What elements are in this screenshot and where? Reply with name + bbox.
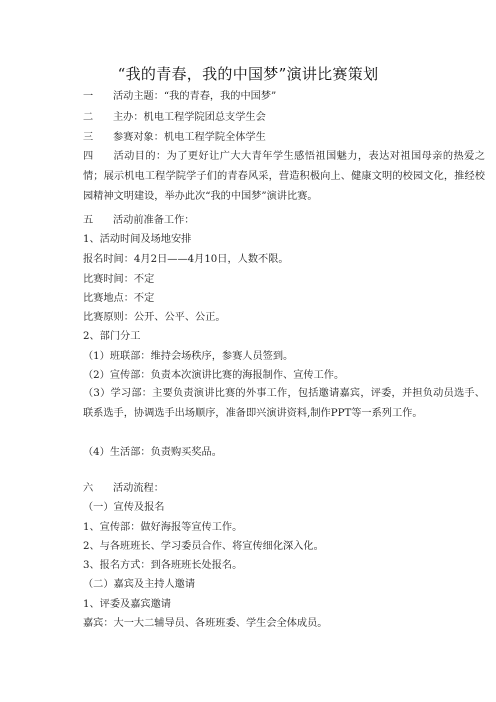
item-purpose [83,147,485,207]
item-number: 一 [83,91,94,102]
subheading-time-venue: 1、活动时间及场地安排 [83,234,192,245]
item-number: 四 [83,151,94,162]
item-participants [83,131,266,145]
signup-time: 报名时间：4月2日——4月10日，人数不限。 [83,254,289,265]
item-text: 活动主题：“我的青春，我的中国梦” [113,91,277,102]
match-rule: 比赛原则：公开、公平、公正。 [83,312,226,323]
item-number: 三 [83,132,94,143]
subheading-division: 2、部门分工 [83,331,141,342]
item-preparation [83,214,195,228]
flow-step-1: 1、宣传部：做好海报等宣传工作。 [83,522,243,533]
document-title: “我的青春，我的中国梦”演讲比赛策划 [117,65,379,83]
dept-life: （4）生活部：负责购买奖品。 [83,447,222,458]
flow-step-2: 2、与各班班长、学习委员合作、将宣传细化深入化。 [83,541,324,552]
item-process [83,482,164,496]
item-text: 主办：机电工程学院团总支学生会 [113,112,266,123]
dept-study: （3）学习部：主要负责演讲比赛的外事工作，包括邀请嘉宾，评委，并担负动员选手、联系选手，协调选手出场顺序，准备即兴演讲资料,制作PPT等一系列工作。 [83,388,485,419]
item-number: 五 [83,215,94,226]
flow-publicity-signup: （一）宣传及报名 [83,502,165,513]
item-number: 二 [83,112,94,123]
item-theme [83,90,276,104]
flow-step-3: 3、报名方式：到各班班长处报名。 [83,560,243,571]
flow-judges-invite: 1、评委及嘉宾邀请 [83,599,171,610]
item-text: 活动流程： [113,483,164,494]
item-host [83,111,266,125]
item-text: 活动前准备工作： [113,215,195,226]
match-time: 比赛时间：不定 [83,274,155,285]
item-text: 活动目的：为了更好让广大大青年学生感悟祖国魅力，表达对祖国母亲的热爱之情；展示机电工程学院学子们的青春风采，营造积极向上、健康文明的校园文化，推经校园精神文明建设，举办此次“我的中国梦”演讲比赛。 [83,151,485,202]
flow-guests-list: 嘉宾：大一大二辅导员、各班班委、学生会全体成员。 [83,618,328,629]
flow-guests-host: （二）嘉宾及主持人邀请 [83,579,196,590]
dept-class-union: （1）班联部：维持会场秩序，参赛人员签到。 [83,351,294,362]
match-place: 比赛地点：不定 [83,293,155,304]
item-number: 六 [83,483,94,494]
dept-publicity: （2）宣传部：负责本次演讲比赛的海报制作、宣传工作。 [83,370,345,381]
item-text: 参赛对象：机电工程学院全体学生 [113,132,266,143]
